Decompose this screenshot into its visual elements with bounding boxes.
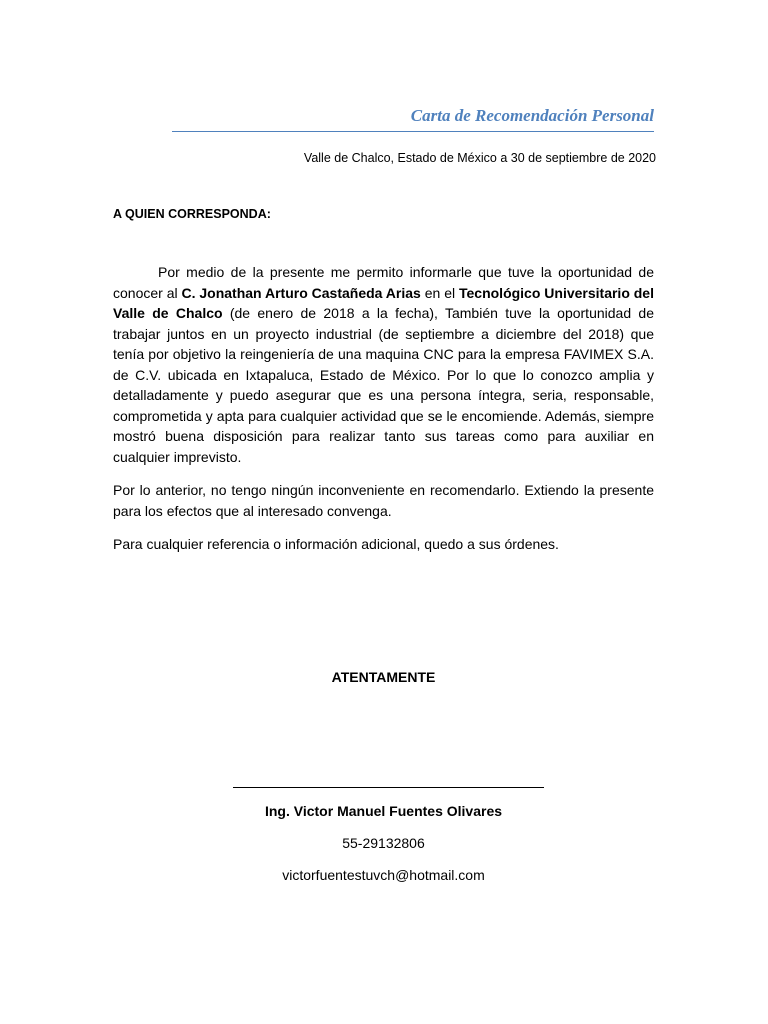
signer-phone: 55-29132806 bbox=[342, 835, 425, 851]
body-paragraph-3: Para cualquier referencia o información adicional, quedo a sus órdenes. bbox=[113, 536, 559, 552]
signer-name: Ing. Victor Manuel Fuentes Olivares bbox=[264, 803, 503, 819]
letter-title: Carta de Recomendación Personal bbox=[410, 106, 654, 125]
institution-name: Tecnológico Universitario del Valle de Chalco bbox=[113, 284, 654, 321]
salutation: A QUIEN CORRESPONDA: bbox=[113, 207, 271, 221]
body-paragraph-1 bbox=[113, 262, 654, 467]
paragraph-1-text-c: (de enero de 2018 a la fecha), También tuve la oportunidad de trabajar juntos en un proyecto industrial (de septiembre a diciembre del 2018) que tenía por objetivo la reingeniería de una maquina CNC para la empresa FAVIMEX S.A. de C.V. ubicada en Ixtapaluca, Estado de México. Por lo que lo conozco amplia y detalladamente y puedo asegurar que es una persona íntegra, seria, responsable, comprometida y apta para cualquier actividad que se le encomiende. Además, siempre mostró buena disposición para realizar tanto sus tareas como para auxiliar en cualquier imprevisto. bbox=[113, 305, 654, 465]
paragraph-1-text-a: Por medio de la presente me permito informarle que tuve la oportunidad de conocer al bbox=[113, 264, 654, 301]
recommended-person-name: C. Jonathan Arturo Castañeda Arias bbox=[181, 284, 421, 301]
title-underline bbox=[172, 131, 654, 132]
closing: ATENTAMENTE bbox=[331, 669, 436, 685]
paragraph-1-text-b: en el bbox=[420, 284, 459, 301]
signer-email: victorfuentestuvch@hotmail.com bbox=[282, 867, 485, 883]
signature-line bbox=[233, 787, 544, 788]
body-paragraph-2: Por lo anterior, no tengo ningún inconveniente en recomendarlo. Extiendo la presente para los efectos que al interesado convenga. bbox=[113, 482, 654, 519]
place-and-date: Valle de Chalco, Estado de México a 30 de septiembre de 2020 bbox=[303, 151, 656, 165]
